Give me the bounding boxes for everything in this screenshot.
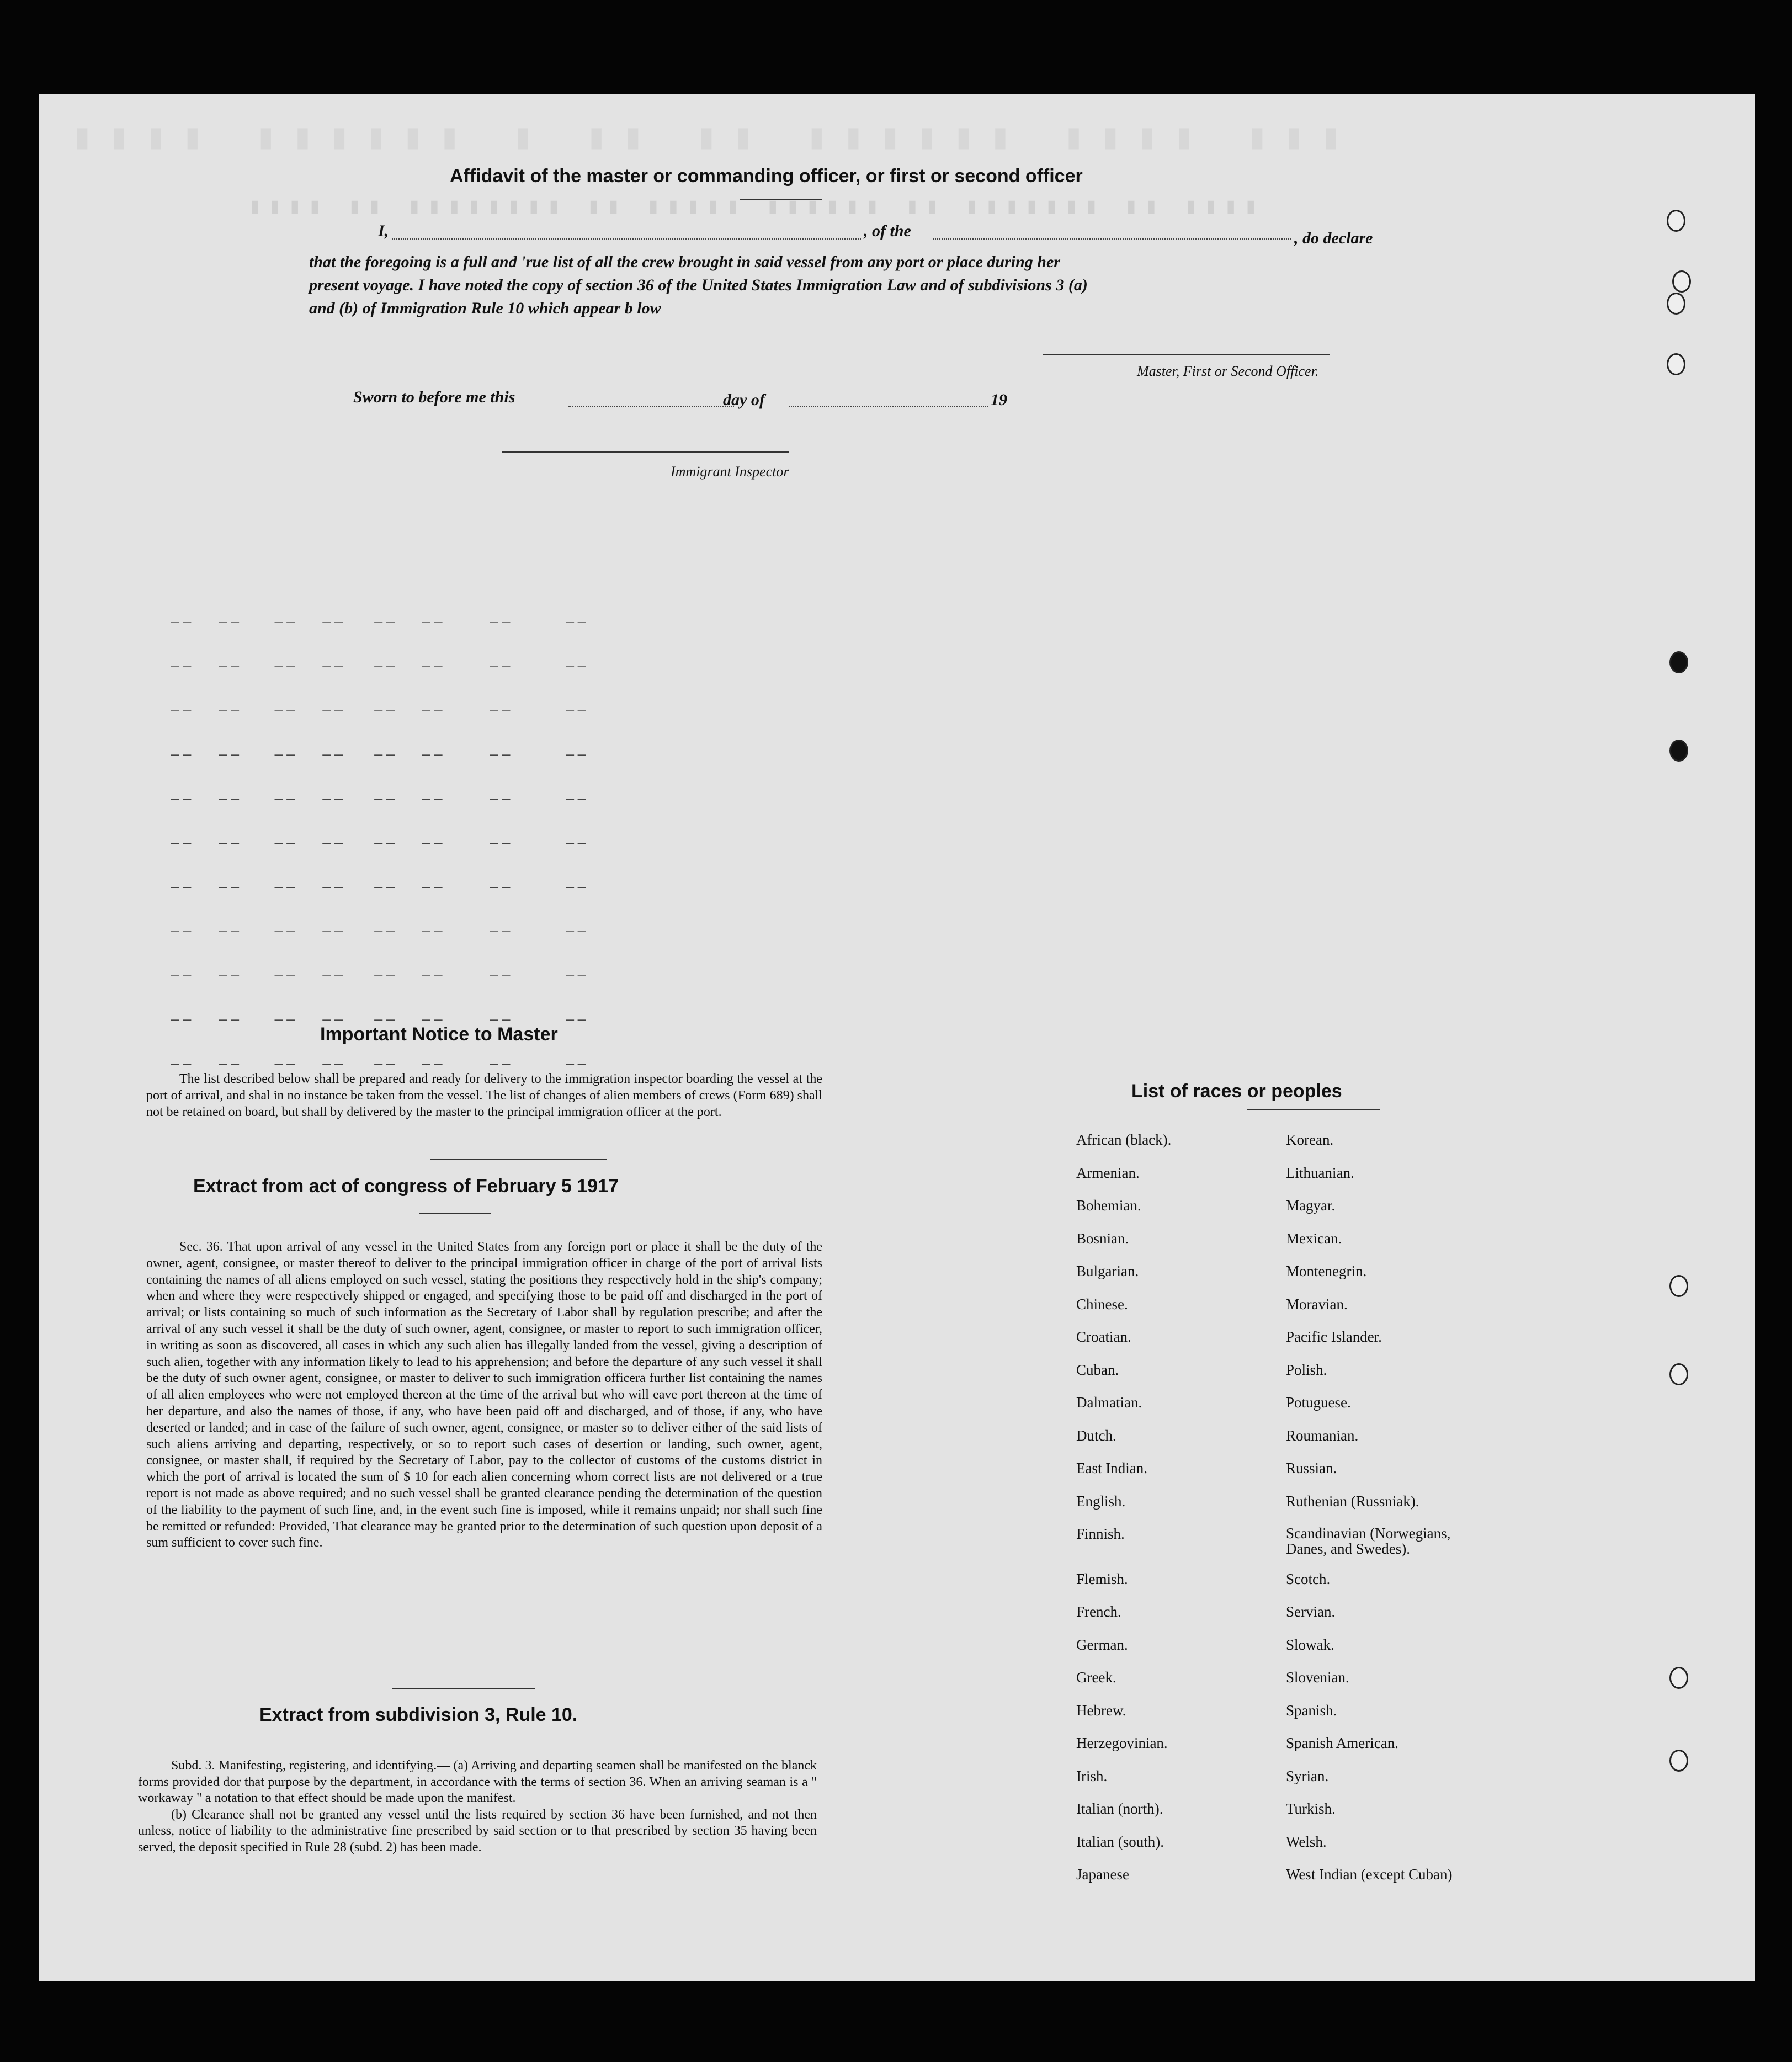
race-item: Spanish. xyxy=(1286,1702,1337,1719)
extract-act-rule xyxy=(419,1213,491,1214)
race-item: Servian. xyxy=(1286,1603,1336,1620)
extract-rule-para-a: Subd. 3. Manifesting, registering, and identifying.— (a) Arriving and departing seamen shall be manifested on the blanck forms provided dor that purpose by the department, in accordance with the terms of section 36. When an arriving seaman is a " workaway " a notation to that effect should be made upon the manifest. xyxy=(138,1758,817,1805)
binder-hole-icon xyxy=(1669,740,1688,762)
affidavit-vessel-field[interactable] xyxy=(933,238,1291,240)
binder-hole-icon xyxy=(1669,1667,1688,1689)
race-item: Turkish. xyxy=(1286,1800,1336,1817)
race-item: Cuban. xyxy=(1076,1361,1119,1378)
race-item: Syrian. xyxy=(1286,1767,1329,1784)
affidavit-name-field[interactable] xyxy=(392,238,861,240)
race-item: Slowak. xyxy=(1286,1636,1334,1653)
document-page: ▮▮▮▮ ▮▮▮▮▮▮ ▮ ▮▮ ▮▮ ▮▮▮▮▮▮ ▮▮▮▮ ▮▮▮ ▮▮▮▮ ▮▮ ▮▮▮▮▮▮▮▮ ▮▮ ▮▮▮▮▮ ▮▮▮▮▮▮ ▮▮ ▮▮▮▮▮▮▮ ▮▮ ▮▮▮▮ _ _ _ _ _ _ _ _ _ _ _ _ _ _ _ _ _ _ _ _ _ _ _ _ _ _ _ _ _ _ _ _ _ _ _ _ _ _ _ _ _ _ _ _ _ _ _ _ _ _ _ _ _ _ _ _ _ _ _ _ _ _ _ _ _ _ _ _ _ _ _ _ _ _ _ _ _ _ _ _ _ _ _ _ _ _ _ _ _ _ _ _ _ _ _ _ _ _ _ _ _ _ _ _ _ _ _ _ _ _ _ _ _ _ _ _ _ _ _ _ _ _ _ _ _ _ _ _ _ _ _ _ _ _ _ _ _ _ _ _ _ _ _ _ _ _ _ _ _ _ _ _ _ _ _ _ _ _ _ _ _ _ _ _ _ _ _ _ _ _ _ _ _ _ _ _ Affidavit of the master or commanding officer, or first or second officer I, , of the , do declare that the foregoing is a full and 'rue list of all the crew brought in said vessel from any port or place during her present voyage. I have noted the copy of section 36 of the United States Immigration Law and of subdivisions 3 (a) and (b) of Immigration Rule 10 which appear b low Master, First or Second Officer. Sworn to before me this day of 19 Immigrant Inspector Important Notice to Master The list described below shall be prepared and ready for delivery to the immigration inspector boarding the vessel at the port of arrival, and shal in no instance be taken from the vessel. The list of changes of alien members of crews (Form 689) shall not be retained on board, but shall by delivered by the master to the principal immigration officer at the port. Extract from act of congress of February 5 1917 Sec. 36. That upon arrival of any vessel in the United States from any foreign port or place it shall be the duty of the owner, agent, consignee, or master thereof to deliver to the principal immigration officer in charge of the port of arrival lists containing the names of all aliens employed on such vessel, stating the positions they respectively hold in the ship's company; when and where they were respectively shipped or engaged, and specifying those to be paid off and discharged in the port of arrival; or lists containing so much of such information as the Secretary of Labor shall by regulation prescribe; and after the arrival of any such vessel it shall be the duty of such owner, agent, consignee, or master to report to such immigration officer, in writing as soon as discovered, all cases in which any such alien has illegally landed from the vessel, giving a description of such alien, together with any information likely to lead to his apprehension; and before the departure of any such vessel it shall be the duty of such owner agent, consignee, or master to deliver to such immigration officera further list containing the names of all alien employees who were not employed thereon at the time of the arrival but who will eave port thereon at the time of her departure, and also the names of those, if any, who have been paid off and discharged, and of those, if any, who have deserted or landed; and in case of the failure of such owner, agent, consignee, or master so to deliver either of the said lists of such aliens arriving and departing, respectively, or so to report such cases of desertion or landing, such owner, agent, consignee, or master shall, if required by the Secretary of Labor, pay to the collector of customs of the customs district in which the port of arrival is located the sum of $ 10 for each alien concerning whom correct lists are not delivered or a true report is not made as above required; and no such vessel shall be granted clearance pending the determination of the question of the liability to the payment of such fine, and, in the event such fine is imposed, while it remains unpaid; nor shall such fine be remitted or refunded: Provided, That clearance may be granted prior to the determination of such question upon deposit of a sum sufficient to cover such fine. Extract from subdivision 3, Rule 10. Subd. 3. Manifesting, registering, and identifying.— (a) Arriving and departing seamen shall be manifested on the blanck forms provided dor that purpose by the department, in accordance with the terms of section 36. When an arriving seaman is a " workaway " a notation to that effect should be made upon the manifest. (b) Clearance shall not be granted any vessel until the lists required by section 36 have been furnished, and not then unless, notice of liability to the administrative fine prescribed by said section or to that prescribed by section 35 having been served, the deposit specified in Rule 28 (subd. 2) has been made. List of races or peoples African (black). Armenian. Bohemian. Bosnian. Bulgarian. Chinese. Croatian. Cuban. Dalmatian. Dutch. East Indian. English. Finnish. Flemish. French. German. Greek. Hebrew. Herzegovinian. Irish. Italian (north). Italian (south). Japanese Korean. Lithuanian. Magyar. Mexican. Montenegrin. Moravian. Pacific Islander. Polish. Potuguese. Roumanian. Russian. Ruthenian (Russniak). Scandinavian (Norwegians, Danes, and Swedes). Scotch. Servian. Slowak. Slovenian. Spanish. Spanish American. Syrian. Turkish. Welsh. West Indian (except Cuban) xyxy=(39,94,1755,1981)
race-item: Montenegrin. xyxy=(1286,1263,1367,1279)
races-title: List of races or peoples xyxy=(1131,1081,1342,1102)
race-item: Greek. xyxy=(1076,1669,1116,1686)
races-title-rule xyxy=(1247,1109,1380,1110)
race-item: Slovenian. xyxy=(1286,1669,1349,1686)
notice-text: The list described below shall be prepared and ready for delivery to the immigration inspector boarding the vessel at the port of arrival, and shal in no instance be taken from the vessel. The list of changes of alien members of crews (Form 689) shall not be retained on board, but shall by delivered by the master to the principal immigration officer at the port. xyxy=(146,1072,822,1119)
binder-hole-icon xyxy=(1669,1750,1688,1772)
race-item: French. xyxy=(1076,1603,1121,1620)
binder-hole-icon xyxy=(1667,210,1685,232)
affidavit-title: Affidavit of the master or commanding officer, or first or second officer xyxy=(450,166,1083,187)
extract-act-title: Extract from act of congress of February 5 1917 xyxy=(193,1176,619,1197)
race-item: Armenian. xyxy=(1076,1164,1140,1181)
sworn-year-prefix: 19 xyxy=(991,391,1007,409)
race-item: Herzegovinian. xyxy=(1076,1735,1168,1751)
race-item: Potuguese. xyxy=(1286,1394,1351,1411)
extract-rule-para-b: (b) Clearance shall not be granted any vessel until the lists required by section 36 have been furnished, and not then unless, notice of liability to the administrative fine prescribed by said section or to that prescribed by section 35 having been served, the deposit specified in Rule 28 (subd. 2) has been made. xyxy=(138,1807,817,1854)
race-item: Flemish. xyxy=(1076,1570,1128,1587)
race-item: Korean. xyxy=(1286,1131,1334,1148)
race-item: Roumanian. xyxy=(1286,1427,1359,1444)
affidavit-title-rule xyxy=(740,199,822,200)
affidavit-line-2: present voyage. I have noted the copy of section 36 of the United States Immigration Law and of subdivisions 3 (a) xyxy=(309,276,1088,294)
bleed-through-subheader: ▮▮▮▮ ▮▮ ▮▮▮▮▮▮▮▮ ▮▮ ▮▮▮▮▮ ▮▮▮▮▮▮ ▮▮ ▮▮▮▮▮▮▮ ▮▮ ▮▮▮▮ xyxy=(248,193,1264,219)
race-item: Spanish American. xyxy=(1286,1735,1398,1751)
race-item: Magyar. xyxy=(1286,1197,1336,1214)
race-item: Croatian. xyxy=(1076,1328,1131,1345)
notice-title: Important Notice to Master xyxy=(320,1024,558,1045)
race-item: Scotch. xyxy=(1286,1570,1331,1587)
binder-hole-icon xyxy=(1669,1275,1688,1297)
race-item: Moravian. xyxy=(1286,1295,1348,1312)
race-item: Pacific Islander. xyxy=(1286,1328,1382,1345)
binder-hole-icon xyxy=(1667,293,1685,315)
race-item: Dutch. xyxy=(1076,1427,1116,1444)
race-item: Russian. xyxy=(1286,1460,1337,1476)
race-item: Bosnian. xyxy=(1076,1230,1129,1247)
binder-hole-icon xyxy=(1669,1363,1688,1385)
affidavit-line-1: that the foregoing is a full and 'rue list of all the crew brought in said vessel from any port or place during her xyxy=(309,253,1060,271)
binder-hole-icon xyxy=(1667,353,1685,375)
race-item: Hebrew. xyxy=(1076,1702,1126,1719)
race-item: East Indian. xyxy=(1076,1460,1147,1476)
inspector-label: Immigrant Inspector xyxy=(671,464,789,480)
inspector-signature-line[interactable] xyxy=(502,451,789,453)
race-item: Irish. xyxy=(1076,1767,1108,1784)
race-item: Bulgarian. xyxy=(1076,1263,1139,1279)
races-right-column xyxy=(1286,1131,1496,1943)
affidavit-of-the-label: , of the xyxy=(864,222,911,240)
race-item: African (black). xyxy=(1076,1131,1172,1148)
binder-hole-icon xyxy=(1669,651,1688,673)
race-item: German. xyxy=(1076,1636,1128,1653)
race-item: Scandinavian (Norwegians, Danes, and Swedes). xyxy=(1286,1525,1451,1557)
sworn-label: Sworn to before me this xyxy=(353,388,515,406)
sworn-month-field[interactable] xyxy=(789,406,988,407)
extract-rule-title: Extract from subdivision 3, Rule 10. xyxy=(259,1704,578,1725)
race-item: Mexican. xyxy=(1286,1230,1342,1247)
extract-rule-top-rule xyxy=(392,1688,535,1689)
sworn-day-field[interactable] xyxy=(568,406,734,407)
race-item: Italian (south). xyxy=(1076,1833,1164,1850)
race-item: West Indian (except Cuban) xyxy=(1286,1866,1453,1883)
races-left-column xyxy=(1076,1131,1286,1943)
race-item: Polish. xyxy=(1286,1361,1327,1378)
binder-hole-icon xyxy=(1672,270,1691,293)
master-signature-line[interactable] xyxy=(1043,354,1330,355)
affidavit-line-3: and (b) of Immigration Rule 10 which appear b low xyxy=(309,299,661,317)
race-item: Italian (north). xyxy=(1076,1800,1163,1817)
extract-act-text: Sec. 36. That upon arrival of any vessel in the United States from any foreign port or place it shall be the duty of the owner, agent, consignee, or master thereof to deliver to the principal immigration officer in charge of the port of arrival lists containing the names of all aliens employed on such vessel, stating the positions they respectively hold in the ship's company; when and where they were respectively shipped or engaged, and specifying those to be paid off and discharged in the port of arrival; or lists containing so much of such information as the Secretary of Labor shall by regulation prescribe; and after the arrival of any such vessel it shall be the duty of such owner, agent, consignee, or master to report to such immigration officer, in writing as soon as discovered, all cases in which any such alien has illegally landed from the vessel, giving a description of such alien, together with any information likely to lead to his apprehension; and before the departure of any such vessel it shall be the duty of such owner agent, consignee, or master to deliver to such immigration officera further list containing the names of all alien employees who were not employed thereon at the time of the arrival but who will eave port thereon at the time of her departure, and also the names of those, if any, who have been paid off and discharged, and of those, if any, who have deserted or landed; and in case of the failure of such owner, agent, consignee, or master so to deliver either of the said lists of such aliens arriving and departing, respectively, or so to report such cases of desertion or landing, such owner, agent, consignee, or master shall, if required by the Secretary of Labor, pay to the collector of customs of the customs district in which the port of arrival is located the sum of $ 10 for each alien concerning whom correct lists are not delivered or a true report is not made as above required; and no such vessel shall be granted clearance pending the determination of the question of the liability to the payment of such fine, and, in the event such fine is imposed, while it remains unpaid; nor shall such fine be remitted or refunded: Provided, That clearance may be granted prior to the determination of such question upon deposit of a sum sufficient to cover such fine. xyxy=(146,1240,822,1550)
race-item: Dalmatian. xyxy=(1076,1394,1142,1411)
notice-rule xyxy=(430,1159,607,1160)
race-item: Ruthenian (Russniak). xyxy=(1286,1492,1419,1510)
race-item: Bohemian. xyxy=(1076,1197,1141,1214)
master-signature-label: Master, First or Second Officer. xyxy=(1137,363,1319,379)
race-item: Finnish. xyxy=(1076,1526,1125,1542)
day-of-label: day of xyxy=(723,391,765,409)
bleed-through-header: ▮▮▮▮ ▮▮▮▮▮▮ ▮ ▮▮ ▮▮ ▮▮▮▮▮▮ ▮▮▮▮ ▮▮▮ xyxy=(72,116,1357,157)
extract-rule-text xyxy=(138,1758,817,1856)
affidavit-do-declare-label: , do declare xyxy=(1294,229,1373,247)
race-item: Chinese. xyxy=(1076,1295,1128,1312)
affidavit-i-label: I, xyxy=(378,222,389,240)
race-item: Welsh. xyxy=(1286,1833,1327,1850)
race-item: Japanese xyxy=(1076,1866,1129,1883)
race-item: English. xyxy=(1076,1492,1126,1510)
race-item: Lithuanian. xyxy=(1286,1164,1354,1181)
